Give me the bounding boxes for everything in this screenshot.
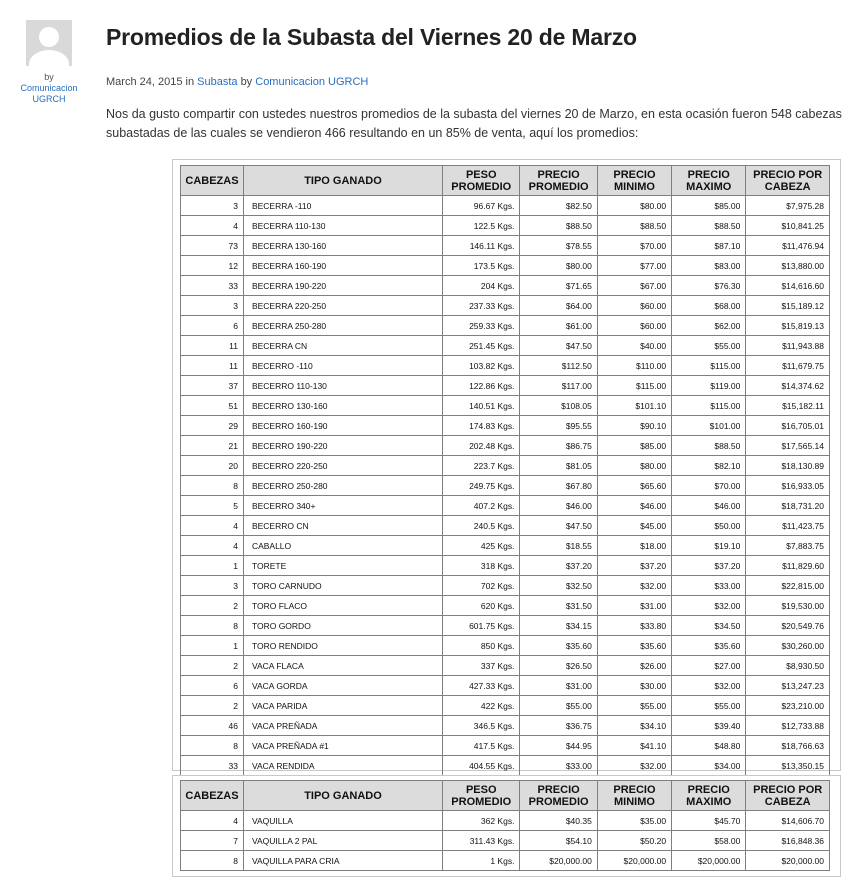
- cell-precio-promedio: $31.00: [520, 676, 597, 696]
- cell-precio-minimo: $20,000.00: [597, 851, 671, 871]
- table-row: [181, 416, 830, 436]
- cell-peso-promedio: 251.45 Kgs.: [443, 336, 520, 356]
- post-meta: [106, 76, 368, 88]
- cell-precio-minimo: $40.00: [597, 336, 671, 356]
- cell-precio-promedio: $47.50: [520, 516, 597, 536]
- cell-tipo-ganado: VAQUILLA 2 PAL: [243, 831, 442, 851]
- cell-precio-maximo: $85.00: [672, 196, 746, 216]
- cell-cabezas: 11: [181, 336, 244, 356]
- col-peso-promedio: PESO PROMEDIO: [443, 166, 520, 196]
- cell-precio-por-cabeza: $22,815.00: [746, 576, 830, 596]
- table-row: [181, 831, 830, 851]
- cell-precio-por-cabeza: $15,819.13: [746, 316, 830, 336]
- cell-precio-maximo: $34.50: [672, 616, 746, 636]
- cell-precio-promedio: $88.50: [520, 216, 597, 236]
- cell-precio-promedio: $40.35: [520, 811, 597, 831]
- table-row: [181, 356, 830, 376]
- cell-tipo-ganado: BECERRA CN: [243, 336, 442, 356]
- cell-cabezas: 3: [181, 296, 244, 316]
- table-row: [181, 696, 830, 716]
- cell-precio-por-cabeza: $7,975.28: [746, 196, 830, 216]
- table-row: [181, 396, 830, 416]
- cell-precio-por-cabeza: $13,880.00: [746, 256, 830, 276]
- cell-peso-promedio: 259.33 Kgs.: [443, 316, 520, 336]
- cell-cabezas: 6: [181, 316, 244, 336]
- cell-peso-promedio: 103.82 Kgs.: [443, 356, 520, 376]
- cell-cabezas: 3: [181, 576, 244, 596]
- cell-precio-minimo: $30.00: [597, 676, 671, 696]
- col-precio-promedio: PRECIO PROMEDIO: [520, 166, 597, 196]
- table-row: [181, 556, 830, 576]
- cell-precio-por-cabeza: $23,210.00: [746, 696, 830, 716]
- cell-precio-minimo: $50.20: [597, 831, 671, 851]
- cell-peso-promedio: 249.75 Kgs.: [443, 476, 520, 496]
- cell-precio-minimo: $45.00: [597, 516, 671, 536]
- cell-precio-minimo: $90.10: [597, 416, 671, 436]
- cell-cabezas: 8: [181, 736, 244, 756]
- cell-precio-promedio: $108.05: [520, 396, 597, 416]
- cell-cabezas: 5: [181, 496, 244, 516]
- cell-tipo-ganado: BECERRO -110: [243, 356, 442, 376]
- cell-peso-promedio: 850 Kgs.: [443, 636, 520, 656]
- auction-table-1: [180, 165, 830, 776]
- table-row: [181, 216, 830, 236]
- cell-precio-por-cabeza: $18,731.20: [746, 496, 830, 516]
- table-row: [181, 196, 830, 216]
- cell-precio-maximo: $50.00: [672, 516, 746, 536]
- cell-precio-minimo: $67.00: [597, 276, 671, 296]
- cell-precio-por-cabeza: $16,933.05: [746, 476, 830, 496]
- cell-precio-promedio: $35.60: [520, 636, 597, 656]
- avatar[interactable]: [26, 20, 72, 66]
- cell-cabezas: 8: [181, 851, 244, 871]
- page-title[interactable]: Promedios de la Subasta del Viernes 20 de Marzo: [106, 24, 637, 50]
- cell-tipo-ganado: BECERRO 250-280: [243, 476, 442, 496]
- cell-tipo-ganado: VACA PARIDA: [243, 696, 442, 716]
- cell-peso-promedio: 237.33 Kgs.: [443, 296, 520, 316]
- cell-precio-por-cabeza: $13,247.23: [746, 676, 830, 696]
- cell-peso-promedio: 223.7 Kgs.: [443, 456, 520, 476]
- cell-cabezas: 46: [181, 716, 244, 736]
- cell-precio-por-cabeza: $14,374.62: [746, 376, 830, 396]
- col-precio-minimo: PRECIO MINIMO: [597, 166, 671, 196]
- table-header-row: [181, 166, 830, 196]
- cell-cabezas: 6: [181, 676, 244, 696]
- cell-tipo-ganado: BECERRA 160-190: [243, 256, 442, 276]
- cell-peso-promedio: 601.75 Kgs.: [443, 616, 520, 636]
- table-row: [181, 456, 830, 476]
- cell-tipo-ganado: VACA PREÑADA: [243, 716, 442, 736]
- cell-peso-promedio: 174.83 Kgs.: [443, 416, 520, 436]
- cell-precio-promedio: $81.05: [520, 456, 597, 476]
- cell-precio-promedio: $67.80: [520, 476, 597, 496]
- cell-precio-minimo: $70.00: [597, 236, 671, 256]
- cell-precio-maximo: $33.00: [672, 576, 746, 596]
- cell-peso-promedio: 122.86 Kgs.: [443, 376, 520, 396]
- cell-cabezas: 2: [181, 696, 244, 716]
- col-cabezas: CABEZAS: [181, 781, 244, 811]
- cell-cabezas: 4: [181, 811, 244, 831]
- cell-precio-promedio: $47.50: [520, 336, 597, 356]
- cell-precio-promedio: $34.15: [520, 616, 597, 636]
- table-row: [181, 516, 830, 536]
- cell-precio-maximo: $82.10: [672, 456, 746, 476]
- cell-precio-maximo: $32.00: [672, 676, 746, 696]
- table-row: [181, 316, 830, 336]
- cell-precio-minimo: $46.00: [597, 496, 671, 516]
- cell-precio-promedio: $37.20: [520, 556, 597, 576]
- cell-cabezas: 20: [181, 456, 244, 476]
- table-row: [181, 276, 830, 296]
- cell-precio-maximo: $87.10: [672, 236, 746, 256]
- cell-precio-minimo: $34.10: [597, 716, 671, 736]
- table-row: [181, 476, 830, 496]
- cell-tipo-ganado: BECERRA 190-220: [243, 276, 442, 296]
- cell-tipo-ganado: VACA GORDA: [243, 676, 442, 696]
- cell-peso-promedio: 204 Kgs.: [443, 276, 520, 296]
- col-cabezas: CABEZAS: [181, 166, 244, 196]
- cell-precio-minimo: $26.00: [597, 656, 671, 676]
- cell-tipo-ganado: BECERRA -110: [243, 196, 442, 216]
- table-row: [181, 336, 830, 356]
- table-row: [181, 676, 830, 696]
- cell-precio-minimo: $80.00: [597, 456, 671, 476]
- cell-tipo-ganado: BECERRO CN: [243, 516, 442, 536]
- intro-paragraph: Nos da gusto compartir con ustedes nuestros promedios de la subasta del viernes 20 de Marzo, en esta ocasión fueron 548 cabezas subastadas de las cuales se vendieron 466 resultando en un 85% de venta, aquí los promedios:: [106, 107, 842, 140]
- cell-precio-por-cabeza: $10,841.25: [746, 216, 830, 236]
- cell-tipo-ganado: BECERRO 110-130: [243, 376, 442, 396]
- cell-precio-minimo: $32.00: [597, 756, 671, 776]
- cell-precio-promedio: $46.00: [520, 496, 597, 516]
- table-row: [181, 256, 830, 276]
- col-precio-maximo: PRECIO MAXIMO: [672, 781, 746, 811]
- cell-precio-promedio: $117.00: [520, 376, 597, 396]
- table-row: [181, 656, 830, 676]
- cell-peso-promedio: 404.55 Kgs.: [443, 756, 520, 776]
- cell-peso-promedio: 422 Kgs.: [443, 696, 520, 716]
- cell-tipo-ganado: TORO CARNUDO: [243, 576, 442, 596]
- cell-precio-por-cabeza: $20,549.76: [746, 616, 830, 636]
- cell-precio-maximo: $34.00: [672, 756, 746, 776]
- cell-precio-maximo: $35.60: [672, 636, 746, 656]
- cell-tipo-ganado: TORO FLACO: [243, 596, 442, 616]
- col-precio-promedio: PRECIO PROMEDIO: [520, 781, 597, 811]
- cell-precio-por-cabeza: $16,848.36: [746, 831, 830, 851]
- cell-peso-promedio: 425 Kgs.: [443, 536, 520, 556]
- cell-precio-minimo: $55.00: [597, 696, 671, 716]
- cell-precio-minimo: $60.00: [597, 316, 671, 336]
- cell-cabezas: 2: [181, 656, 244, 676]
- cell-precio-minimo: $101.10: [597, 396, 671, 416]
- cell-cabezas: 51: [181, 396, 244, 416]
- cell-precio-promedio: $55.00: [520, 696, 597, 716]
- cell-peso-promedio: 417.5 Kgs.: [443, 736, 520, 756]
- table-row: [181, 576, 830, 596]
- cell-peso-promedio: 173.5 Kgs.: [443, 256, 520, 276]
- cell-precio-promedio: $80.00: [520, 256, 597, 276]
- cell-precio-por-cabeza: $7,883.75: [746, 536, 830, 556]
- cell-peso-promedio: 407.2 Kgs.: [443, 496, 520, 516]
- by-label: by: [44, 72, 54, 82]
- cell-precio-por-cabeza: $15,189.12: [746, 296, 830, 316]
- cell-peso-promedio: 702 Kgs.: [443, 576, 520, 596]
- col-peso-promedio: PESO PROMEDIO: [443, 781, 520, 811]
- cell-tipo-ganado: BECERRA 250-280: [243, 316, 442, 336]
- cell-peso-promedio: 122.5 Kgs.: [443, 216, 520, 236]
- cell-tipo-ganado: TORO RENDIDO: [243, 636, 442, 656]
- table-row: [181, 236, 830, 256]
- cell-peso-promedio: 140.51 Kgs.: [443, 396, 520, 416]
- cell-cabezas: 37: [181, 376, 244, 396]
- cell-precio-minimo: $115.00: [597, 376, 671, 396]
- cell-precio-promedio: $32.50: [520, 576, 597, 596]
- meta-by: by: [240, 76, 253, 88]
- cell-precio-minimo: $110.00: [597, 356, 671, 376]
- author-box: [18, 20, 80, 105]
- table-header-row: [181, 781, 830, 811]
- cell-precio-maximo: $88.50: [672, 436, 746, 456]
- table-row: [181, 436, 830, 456]
- post-date: March 24, 2015: [106, 76, 183, 88]
- cell-cabezas: 73: [181, 236, 244, 256]
- cell-peso-promedio: 427.33 Kgs.: [443, 676, 520, 696]
- cell-tipo-ganado: VACA PREÑADA #1: [243, 736, 442, 756]
- cell-tipo-ganado: TORETE: [243, 556, 442, 576]
- cell-precio-maximo: $55.00: [672, 336, 746, 356]
- cell-precio-por-cabeza: $18,766.63: [746, 736, 830, 756]
- cell-tipo-ganado: BECERRO 340+: [243, 496, 442, 516]
- table-row: [181, 596, 830, 616]
- cell-precio-por-cabeza: $14,616.60: [746, 276, 830, 296]
- table-row: [181, 716, 830, 736]
- col-precio-por-cabeza: PRECIO POR CABEZA: [746, 166, 830, 196]
- cell-precio-por-cabeza: $11,423.75: [746, 516, 830, 536]
- cell-precio-minimo: $80.00: [597, 196, 671, 216]
- cell-precio-maximo: $70.00: [672, 476, 746, 496]
- cell-precio-maximo: $119.00: [672, 376, 746, 396]
- cell-precio-minimo: $88.50: [597, 216, 671, 236]
- cell-tipo-ganado: VAQUILLA: [243, 811, 442, 831]
- cell-precio-por-cabeza: $15,182.11: [746, 396, 830, 416]
- cell-cabezas: 1: [181, 636, 244, 656]
- cell-peso-promedio: 146.11 Kgs.: [443, 236, 520, 256]
- cell-precio-maximo: $27.00: [672, 656, 746, 676]
- cell-precio-promedio: $31.50: [520, 596, 597, 616]
- cell-precio-por-cabeza: $14,606.70: [746, 811, 830, 831]
- cell-cabezas: 4: [181, 216, 244, 236]
- cell-precio-promedio: $18.55: [520, 536, 597, 556]
- cell-precio-promedio: $33.00: [520, 756, 597, 776]
- cell-precio-por-cabeza: $18,130.89: [746, 456, 830, 476]
- cell-precio-promedio: $86.75: [520, 436, 597, 456]
- cell-precio-maximo: $55.00: [672, 696, 746, 716]
- cell-precio-minimo: $32.00: [597, 576, 671, 596]
- cell-precio-maximo: $19.10: [672, 536, 746, 556]
- cell-precio-por-cabeza: $17,565.14: [746, 436, 830, 456]
- cell-tipo-ganado: VAQUILLA PARA CRIA: [243, 851, 442, 871]
- cell-cabezas: 33: [181, 756, 244, 776]
- cell-cabezas: 4: [181, 516, 244, 536]
- table-row: [181, 496, 830, 516]
- cell-peso-promedio: 1 Kgs.: [443, 851, 520, 871]
- col-tipo-ganado: TIPO GANADO: [243, 781, 442, 811]
- cell-cabezas: 3: [181, 196, 244, 216]
- cell-precio-minimo: $85.00: [597, 436, 671, 456]
- table-row: [181, 736, 830, 756]
- col-precio-minimo: PRECIO MINIMO: [597, 781, 671, 811]
- cell-precio-minimo: $65.60: [597, 476, 671, 496]
- cell-precio-promedio: $61.00: [520, 316, 597, 336]
- cell-precio-maximo: $62.00: [672, 316, 746, 336]
- cell-precio-maximo: $20,000.00: [672, 851, 746, 871]
- cell-cabezas: 8: [181, 476, 244, 496]
- author-meta-link[interactable]: Comunicacion UGRCH: [255, 76, 369, 88]
- cell-peso-promedio: 96.67 Kgs.: [443, 196, 520, 216]
- cell-peso-promedio: 337 Kgs.: [443, 656, 520, 676]
- cell-precio-maximo: $58.00: [672, 831, 746, 851]
- cell-precio-maximo: $48.80: [672, 736, 746, 756]
- cell-precio-maximo: $101.00: [672, 416, 746, 436]
- cell-tipo-ganado: BECERRO 130-160: [243, 396, 442, 416]
- cell-precio-por-cabeza: $8,930.50: [746, 656, 830, 676]
- cell-cabezas: 12: [181, 256, 244, 276]
- cell-precio-promedio: $64.00: [520, 296, 597, 316]
- category-link[interactable]: Subasta: [197, 76, 238, 88]
- cell-precio-maximo: $46.00: [672, 496, 746, 516]
- cell-precio-promedio: $71.65: [520, 276, 597, 296]
- cell-precio-por-cabeza: $11,943.88: [746, 336, 830, 356]
- cell-precio-promedio: $26.50: [520, 656, 597, 676]
- cell-precio-minimo: $35.60: [597, 636, 671, 656]
- cell-precio-promedio: $20,000.00: [520, 851, 597, 871]
- cell-tipo-ganado: BECERRA 220-250: [243, 296, 442, 316]
- cell-precio-maximo: $83.00: [672, 256, 746, 276]
- table-row: [181, 756, 830, 776]
- cell-precio-maximo: $115.00: [672, 396, 746, 416]
- cell-tipo-ganado: BECERRA 130-160: [243, 236, 442, 256]
- cell-tipo-ganado: BECERRA 110-130: [243, 216, 442, 236]
- cell-peso-promedio: 202.48 Kgs.: [443, 436, 520, 456]
- cell-precio-promedio: $78.55: [520, 236, 597, 256]
- cell-cabezas: 33: [181, 276, 244, 296]
- col-precio-por-cabeza: PRECIO POR CABEZA: [746, 781, 830, 811]
- cell-precio-por-cabeza: $16,705.01: [746, 416, 830, 436]
- cell-precio-minimo: $37.20: [597, 556, 671, 576]
- cell-precio-minimo: $18.00: [597, 536, 671, 556]
- auction-table-2: [180, 780, 830, 871]
- cell-precio-minimo: $35.00: [597, 811, 671, 831]
- cell-tipo-ganado: TORO GORDO: [243, 616, 442, 636]
- table-row: [181, 811, 830, 831]
- col-tipo-ganado: TIPO GANADO: [243, 166, 442, 196]
- cell-precio-maximo: $37.20: [672, 556, 746, 576]
- cell-peso-promedio: 311.43 Kgs.: [443, 831, 520, 851]
- cell-cabezas: 1: [181, 556, 244, 576]
- cell-precio-maximo: $76.30: [672, 276, 746, 296]
- cell-precio-maximo: $39.40: [672, 716, 746, 736]
- cell-precio-por-cabeza: $30,260.00: [746, 636, 830, 656]
- cell-precio-por-cabeza: $11,679.75: [746, 356, 830, 376]
- author-link-line2[interactable]: UGRCH: [32, 94, 66, 104]
- author-link-line1[interactable]: Comunicacion: [20, 83, 78, 93]
- cell-peso-promedio: 346.5 Kgs.: [443, 716, 520, 736]
- cell-precio-promedio: $54.10: [520, 831, 597, 851]
- cell-precio-promedio: $44.95: [520, 736, 597, 756]
- cell-precio-por-cabeza: $20,000.00: [746, 851, 830, 871]
- cell-precio-promedio: $95.55: [520, 416, 597, 436]
- cell-cabezas: 7: [181, 831, 244, 851]
- cell-peso-promedio: 620 Kgs.: [443, 596, 520, 616]
- cell-precio-por-cabeza: $12,733.88: [746, 716, 830, 736]
- cell-cabezas: 21: [181, 436, 244, 456]
- cell-cabezas: 29: [181, 416, 244, 436]
- cell-tipo-ganado: BECERRO 190-220: [243, 436, 442, 456]
- cell-precio-maximo: $68.00: [672, 296, 746, 316]
- table-row: [181, 296, 830, 316]
- cell-precio-maximo: $45.70: [672, 811, 746, 831]
- table-row: [181, 636, 830, 656]
- table-row: [181, 376, 830, 396]
- cell-precio-minimo: $77.00: [597, 256, 671, 276]
- cell-tipo-ganado: VACA RENDIDA: [243, 756, 442, 776]
- cell-tipo-ganado: CABALLO: [243, 536, 442, 556]
- cell-precio-maximo: $32.00: [672, 596, 746, 616]
- cell-precio-minimo: $31.00: [597, 596, 671, 616]
- meta-in: in: [185, 76, 195, 88]
- col-precio-maximo: PRECIO MAXIMO: [672, 166, 746, 196]
- cell-precio-por-cabeza: $11,829.60: [746, 556, 830, 576]
- table-row: [181, 536, 830, 556]
- cell-precio-por-cabeza: $11,476.94: [746, 236, 830, 256]
- cell-cabezas: 2: [181, 596, 244, 616]
- cell-cabezas: 8: [181, 616, 244, 636]
- cell-peso-promedio: 318 Kgs.: [443, 556, 520, 576]
- cell-precio-promedio: $82.50: [520, 196, 597, 216]
- cell-precio-por-cabeza: $13,350.15: [746, 756, 830, 776]
- cell-tipo-ganado: BECERRO 220-250: [243, 456, 442, 476]
- cell-precio-promedio: $112.50: [520, 356, 597, 376]
- cell-precio-minimo: $33.80: [597, 616, 671, 636]
- cell-peso-promedio: 362 Kgs.: [443, 811, 520, 831]
- cell-tipo-ganado: VACA FLACA: [243, 656, 442, 676]
- table-row: [181, 851, 830, 871]
- cell-precio-promedio: $36.75: [520, 716, 597, 736]
- cell-cabezas: 4: [181, 536, 244, 556]
- cell-precio-minimo: $60.00: [597, 296, 671, 316]
- table-row: [181, 616, 830, 636]
- cell-precio-minimo: $41.10: [597, 736, 671, 756]
- cell-tipo-ganado: BECERRO 160-190: [243, 416, 442, 436]
- cell-peso-promedio: 240.5 Kgs.: [443, 516, 520, 536]
- cell-cabezas: 11: [181, 356, 244, 376]
- cell-precio-maximo: $115.00: [672, 356, 746, 376]
- cell-precio-maximo: $88.50: [672, 216, 746, 236]
- cell-precio-por-cabeza: $19,530.00: [746, 596, 830, 616]
